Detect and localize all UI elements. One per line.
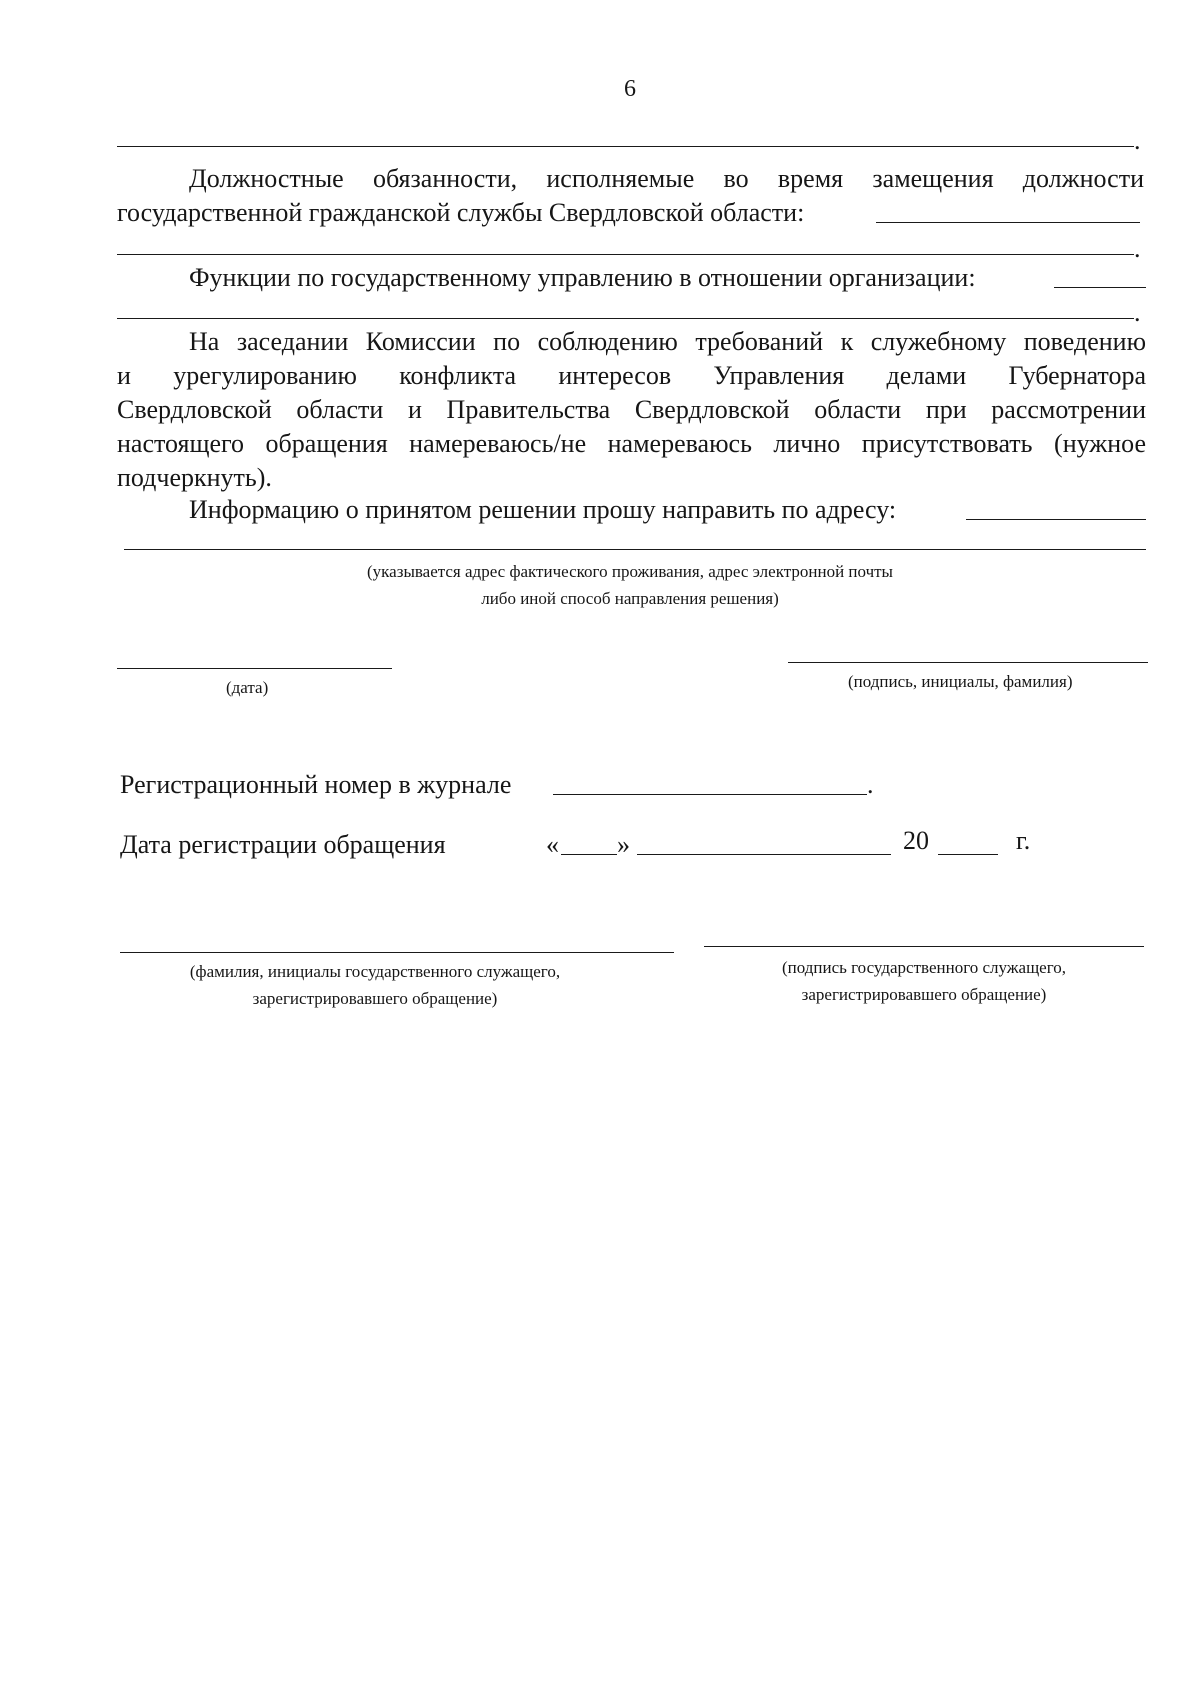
- address-hint-line2: либо иной способ направления решения): [481, 589, 779, 608]
- year-prefix: 20: [903, 826, 929, 855]
- line-end-period: .: [1134, 298, 1141, 327]
- info-text: Информацию о принятом решении прошу направить по адресу:: [189, 495, 897, 524]
- address-hint-line1: (указывается адрес фактического проживания, адрес электронной почты: [367, 562, 893, 581]
- month-line: [637, 854, 891, 855]
- duties-text-line1: Должностные обязанности, исполняемые во время замещения должности: [189, 164, 1144, 193]
- year-line: [938, 854, 998, 855]
- page-number: 6: [624, 76, 636, 102]
- open-quote: «: [546, 830, 559, 859]
- year-suffix: г.: [1016, 826, 1031, 855]
- address-blank-line: [124, 549, 1146, 550]
- blank-line-top: [117, 146, 1134, 147]
- registrar-name-caption-line2: зарегистрировавшего обращение): [252, 989, 498, 1008]
- info-fill-line: [966, 519, 1146, 520]
- commission-text-line3: Свердловской области и Правительства Свердловской области при рассмотрении: [117, 395, 1146, 424]
- close-quote: »: [617, 830, 630, 859]
- registrar-name-caption: [120, 958, 630, 1012]
- signature-caption: (подпись, инициалы, фамилия): [848, 672, 1073, 691]
- commission-text-line5: подчеркнуть).: [117, 463, 272, 492]
- date-caption: (дата): [226, 678, 269, 697]
- registrar-signature-line: [704, 946, 1144, 947]
- functions-fill-line: [1054, 287, 1146, 288]
- commission-text-line1: На заседании Комиссии по соблюдению требований к служебному поведению: [189, 327, 1146, 356]
- line-end-period: .: [1134, 126, 1141, 155]
- commission-text-line2: и урегулированию конфликта интересов Управления делами Губернатора: [117, 361, 1146, 390]
- registrar-signature-caption-line1: (подпись государственного служащего,: [781, 958, 1067, 977]
- duties-blank-line: [117, 254, 1134, 255]
- signature-line: [788, 662, 1148, 663]
- registrar-signature-caption: [704, 954, 1144, 1008]
- address-hint: [190, 558, 1070, 612]
- commission-text-line4: настоящего обращения намереваюсь/не намереваюсь лично присутствовать (нужное: [117, 429, 1146, 458]
- registration-number-period: .: [867, 770, 874, 799]
- functions-blank-line: [117, 318, 1134, 319]
- registrar-signature-caption-line2: зарегистрировавшего обращение): [801, 985, 1047, 1004]
- functions-text: Функции по государственному управлению в отношении организации:: [189, 263, 976, 292]
- duties-text-line2: государственной гражданской службы Свердловской области:: [117, 198, 805, 227]
- line-end-period: .: [1134, 234, 1141, 263]
- duties-fill-line: [876, 222, 1140, 223]
- registration-number-line: [553, 794, 867, 795]
- registration-number-label: Регистрационный номер в журнале: [120, 770, 512, 799]
- registrar-name-line: [120, 952, 674, 953]
- registrar-name-caption-line1: (фамилия, инициалы государственного служащего,: [189, 962, 561, 981]
- registration-date-label: Дата регистрации обращения: [120, 830, 446, 859]
- date-line: [117, 668, 392, 669]
- day-line: [561, 854, 617, 855]
